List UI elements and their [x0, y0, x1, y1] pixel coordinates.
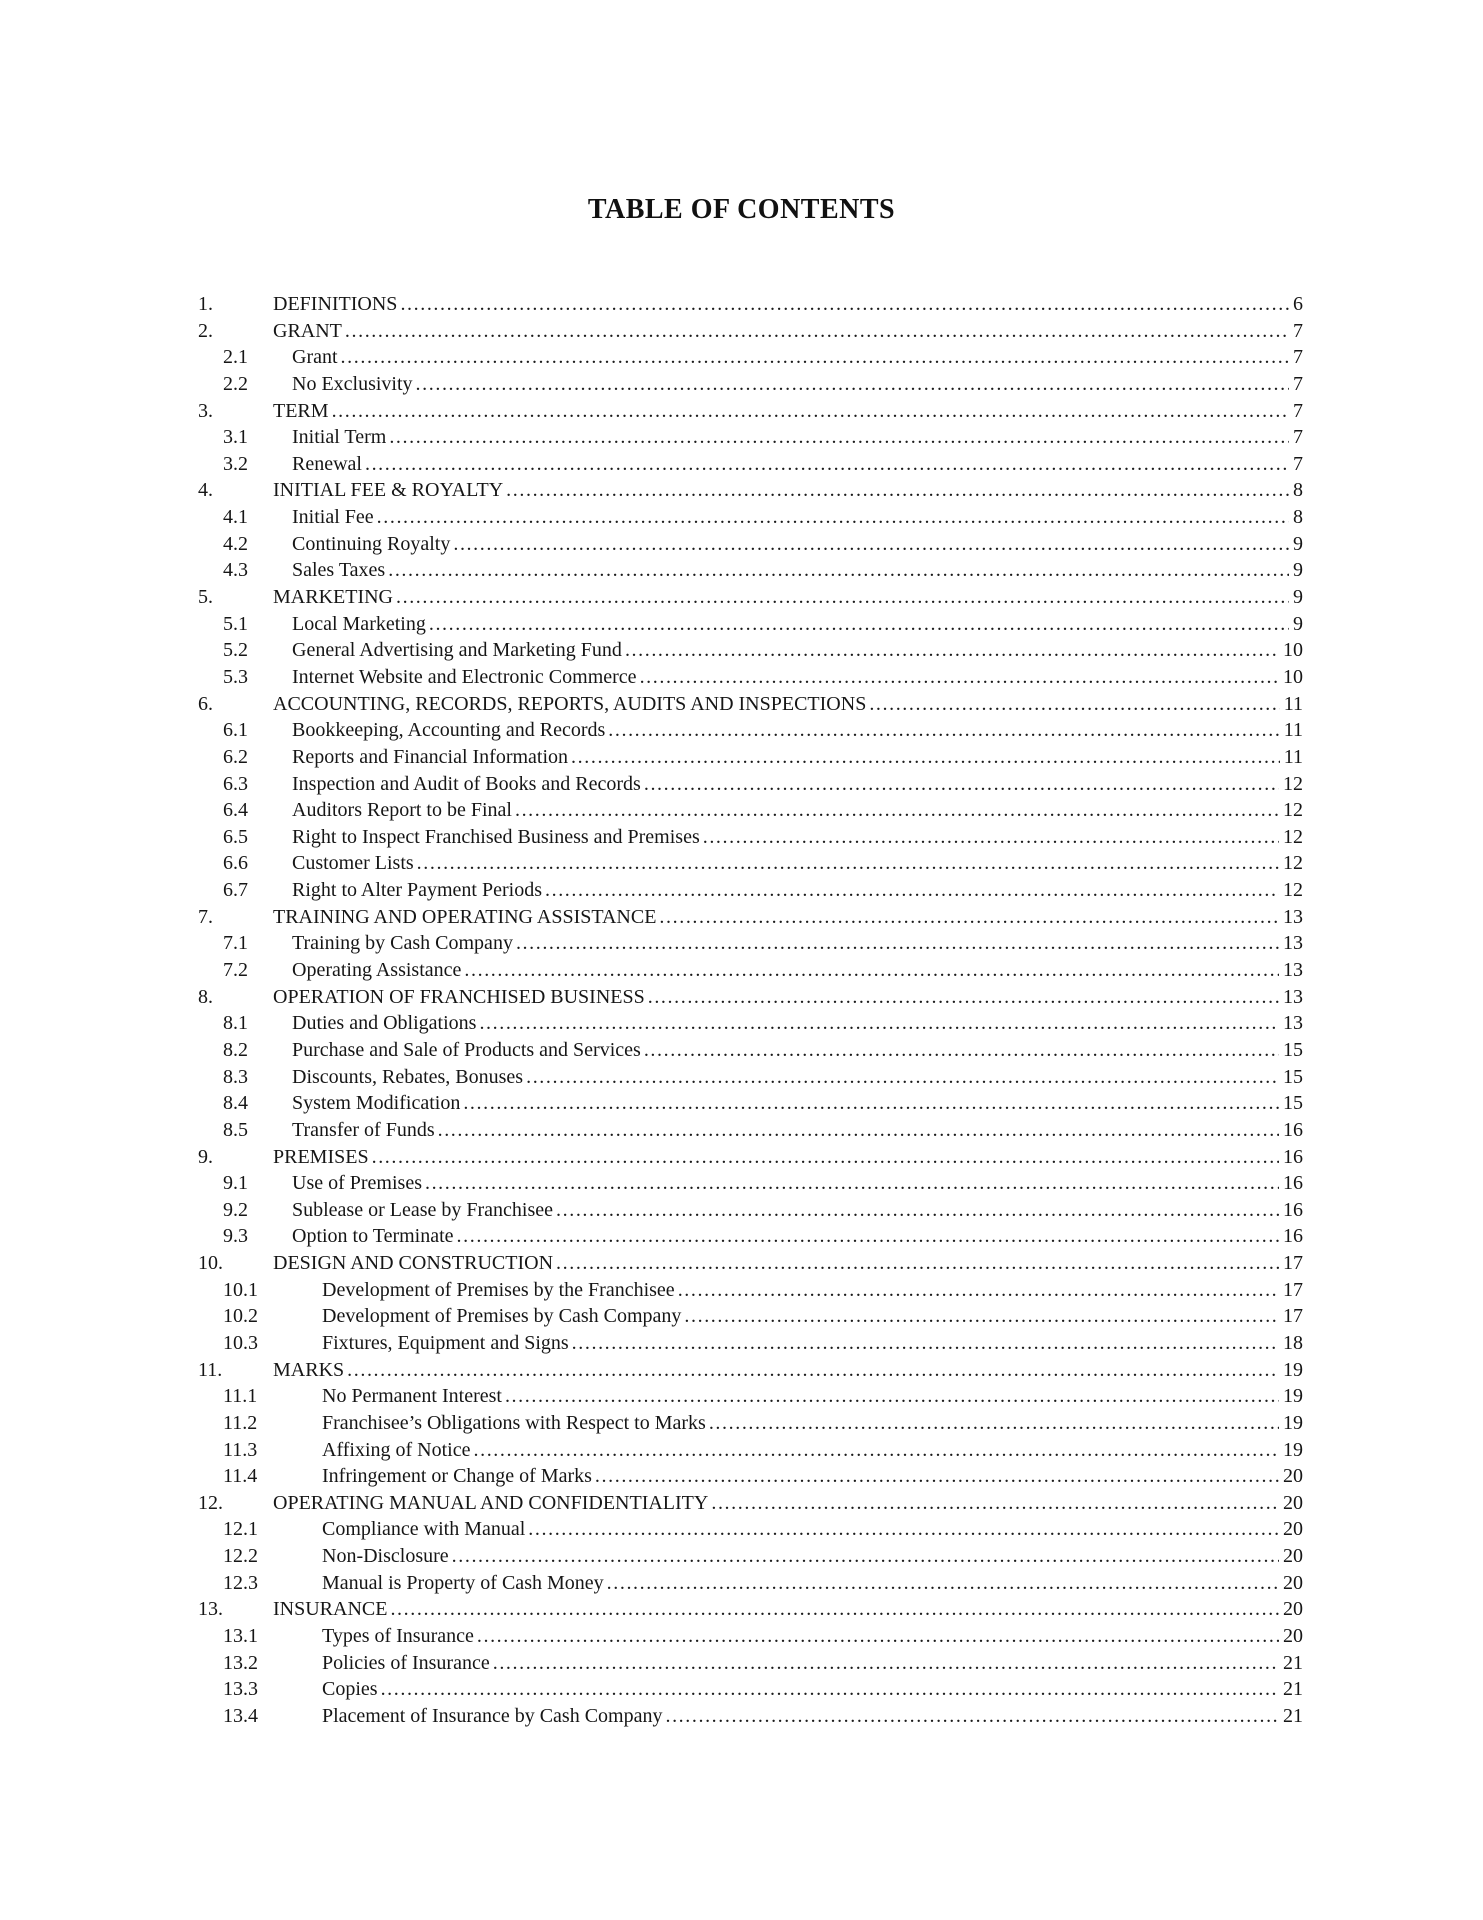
dot-leader [365, 451, 1289, 478]
toc-entry-label: Renewal [292, 452, 362, 475]
dot-leader [515, 797, 1279, 824]
dot-leader [545, 877, 1279, 904]
toc-entry [198, 1037, 1303, 1064]
toc-entry [198, 291, 1303, 318]
toc-entry [198, 1596, 1303, 1623]
dot-leader [659, 904, 1279, 931]
toc-entry [198, 504, 1303, 531]
toc-entry-number: 6.6 [223, 852, 248, 875]
toc-entry [198, 957, 1303, 984]
toc-entry-page: 11 [1283, 692, 1303, 715]
toc-entry-page: 11 [1283, 719, 1303, 742]
toc-entry-page: 19 [1283, 1358, 1303, 1381]
dot-leader [400, 291, 1289, 318]
toc-entry-page: 7 [1293, 319, 1303, 342]
toc-entry-label: Purchase and Sale of Products and Services [292, 1038, 641, 1061]
toc-entry-number: 10.3 [223, 1331, 258, 1354]
toc-entry [198, 1090, 1303, 1117]
toc-entry-label: Bookkeeping, Accounting and Records [292, 719, 606, 742]
toc-entry-label: Local Marketing [292, 612, 426, 635]
toc-entry-number: 6.3 [223, 772, 248, 795]
toc-entry [198, 1543, 1303, 1570]
toc-entry-label: System Modification [292, 1092, 461, 1115]
toc-entry-page: 19 [1283, 1411, 1303, 1434]
toc-entry-label: Operating Assistance [292, 959, 462, 982]
toc-entry-page: 20 [1283, 1491, 1303, 1514]
toc-entry [198, 1623, 1303, 1650]
toc-entry-label: Initial Fee [292, 506, 374, 529]
dot-leader [388, 557, 1289, 584]
toc-entry-page: 13 [1283, 1012, 1303, 1035]
toc-entry [198, 1250, 1303, 1277]
toc-entry [198, 1650, 1303, 1677]
toc-entry-page: 9 [1293, 559, 1303, 582]
toc-entry-label: Initial Term [292, 426, 387, 449]
toc-entry-label: Compliance with Manual [322, 1518, 526, 1541]
toc-entry [198, 1064, 1303, 1091]
toc-entry-label: Right to Inspect Franchised Business and Premises [292, 825, 700, 848]
toc-entry-page: 19 [1283, 1385, 1303, 1408]
toc-entry-page: 17 [1283, 1278, 1303, 1301]
toc-entry [198, 451, 1303, 478]
toc-entry-label: Policies of Insurance [322, 1651, 490, 1674]
toc-entry-page: 21 [1283, 1651, 1303, 1674]
toc-entry [198, 398, 1303, 425]
toc-entry [198, 1117, 1303, 1144]
toc-entry-page: 12 [1283, 879, 1303, 902]
toc-entry [198, 1437, 1303, 1464]
toc-entry-label: OPERATION OF FRANCHISED BUSINESS [273, 985, 645, 1008]
toc-entry-label: DESIGN AND CONSTRUCTION [273, 1252, 554, 1275]
toc-entry-page: 8 [1293, 506, 1303, 529]
toc-entry [198, 1410, 1303, 1437]
toc-entry-label: ACCOUNTING, RECORDS, REPORTS, AUDITS AND INSPECTIONS [273, 692, 867, 715]
dot-leader [678, 1277, 1279, 1304]
toc-entry-number: 12.2 [223, 1545, 258, 1568]
toc-entry-page: 12 [1283, 772, 1303, 795]
dot-leader [556, 1197, 1279, 1224]
toc-entry-page: 19 [1283, 1438, 1303, 1461]
page-title: TABLE OF CONTENTS [587, 194, 896, 225]
toc-entry-number: 12.3 [223, 1571, 258, 1594]
toc-entry-number: 4.1 [223, 506, 248, 529]
toc-entry [198, 424, 1303, 451]
dot-leader [625, 637, 1279, 664]
toc-entry-page: 8 [1293, 479, 1303, 502]
toc-entry-number: 8. [198, 985, 213, 1008]
dot-leader [607, 1570, 1279, 1597]
toc-entry [198, 1223, 1303, 1250]
toc-entry-number: 5.2 [223, 639, 248, 662]
toc-entry-number: 5.3 [223, 665, 248, 688]
toc-entry [198, 824, 1303, 851]
toc-entry-page: 20 [1283, 1465, 1303, 1488]
toc-entry [198, 850, 1303, 877]
dot-leader [528, 1516, 1279, 1543]
toc-entry-page: 10 [1283, 639, 1303, 662]
toc-entry-number: 9.3 [223, 1225, 248, 1248]
toc-entry [198, 691, 1303, 718]
toc-entry [198, 717, 1303, 744]
toc-entry-number: 4.2 [223, 532, 248, 555]
toc-entry-label: Customer Lists [292, 852, 414, 875]
dot-leader [332, 398, 1289, 425]
dot-leader [648, 984, 1279, 1011]
toc-entry-number: 8.3 [223, 1065, 248, 1088]
toc-entry [198, 1516, 1303, 1543]
toc-entry-page: 12 [1283, 799, 1303, 822]
toc-entry-label: Sales Taxes [292, 559, 386, 582]
toc-entry-label: Franchisee’s Obligations with Respect to Marks [322, 1411, 706, 1434]
toc-entry-page: 15 [1283, 1092, 1303, 1115]
toc-entry-label: Development of Premises by the Franchisee [322, 1278, 675, 1301]
dot-leader [438, 1117, 1279, 1144]
toc-entry-number: 6.2 [223, 745, 248, 768]
toc-entry-number: 11.1 [223, 1385, 258, 1408]
dot-leader [608, 717, 1279, 744]
toc-entry-number: 5. [198, 586, 213, 609]
toc-entry-label: Affixing of Notice [322, 1438, 471, 1461]
toc-entry-label: TERM [273, 399, 329, 422]
dot-leader [505, 1383, 1279, 1410]
toc-entry-label: Grant [292, 346, 338, 369]
toc-entry [198, 1570, 1303, 1597]
dot-leader [571, 744, 1280, 771]
toc-entry-number: 13.4 [223, 1704, 258, 1727]
dot-leader [556, 1250, 1279, 1277]
toc-entry-label: Discounts, Rebates, Bonuses [292, 1065, 524, 1088]
toc-entry [198, 1144, 1303, 1171]
toc-entry-number: 9.1 [223, 1172, 248, 1195]
toc-entry-label: MARKETING [273, 586, 393, 609]
toc-entry-number: 10. [198, 1252, 223, 1275]
toc-entry-page: 20 [1283, 1625, 1303, 1648]
toc-entry-label: GRANT [273, 319, 342, 342]
toc-entry-number: 9. [198, 1145, 213, 1168]
toc-entry-label: Types of Insurance [322, 1625, 474, 1648]
dot-leader [474, 1437, 1280, 1464]
toc-entry-page: 12 [1283, 852, 1303, 875]
dot-leader [389, 424, 1289, 451]
toc-entry-page: 7 [1293, 399, 1303, 422]
toc-entry-number: 12.1 [223, 1518, 258, 1541]
toc-entry-number: 2.1 [223, 346, 248, 369]
toc-entry-number: 6.1 [223, 719, 248, 742]
toc-entry [198, 771, 1303, 798]
toc-entry-number: 10.1 [223, 1278, 258, 1301]
toc-entry [198, 584, 1303, 611]
toc-entry [198, 1703, 1303, 1730]
dot-leader [381, 1676, 1279, 1703]
toc-entry-page: 20 [1283, 1545, 1303, 1568]
toc-entry-page: 13 [1283, 932, 1303, 955]
toc-entry-page: 17 [1283, 1252, 1303, 1275]
toc-entry-page: 10 [1283, 665, 1303, 688]
toc-entry-page: 9 [1293, 586, 1303, 609]
toc-entry [198, 477, 1303, 504]
toc-entry-label: No Exclusivity [292, 372, 413, 395]
toc-entry-page: 16 [1283, 1172, 1303, 1195]
toc-entry-page: 15 [1283, 1065, 1303, 1088]
toc-entry [198, 1676, 1303, 1703]
dot-leader [595, 1463, 1279, 1490]
toc-entry-number: 6.5 [223, 825, 248, 848]
toc-entry-label: Transfer of Funds [292, 1118, 435, 1141]
dot-leader [453, 531, 1289, 558]
dot-leader [479, 1010, 1279, 1037]
toc-entry-page: 21 [1283, 1678, 1303, 1701]
dot-leader [416, 371, 1289, 398]
toc-entry-label: INSURANCE [273, 1598, 388, 1621]
toc-entry-page: 20 [1283, 1571, 1303, 1594]
toc-entry-page: 9 [1293, 532, 1303, 555]
toc-entry-page: 16 [1283, 1145, 1303, 1168]
toc-entry-page: 20 [1283, 1598, 1303, 1621]
dot-leader [396, 584, 1289, 611]
toc-entry-page: 7 [1293, 426, 1303, 449]
toc-entry [198, 877, 1303, 904]
dot-leader [709, 1410, 1279, 1437]
toc-entry [198, 637, 1303, 664]
toc-entry [198, 1383, 1303, 1410]
toc-entry-page: 15 [1283, 1038, 1303, 1061]
toc-entry-label: TRAINING AND OPERATING ASSISTANCE [273, 905, 657, 928]
toc-entry-label: Manual is Property of Cash Money [322, 1571, 604, 1594]
toc-entry-page: 17 [1283, 1305, 1303, 1328]
toc-entry-number: 8.4 [223, 1092, 248, 1115]
toc-entry-label: General Advertising and Marketing Fund [292, 639, 622, 662]
toc-entry [198, 1010, 1303, 1037]
toc-entry-number: 11.3 [223, 1438, 258, 1461]
toc-entry [198, 904, 1303, 931]
toc-entry-number: 10.2 [223, 1305, 258, 1328]
dot-leader [493, 1650, 1279, 1677]
toc-entry-label: PREMISES [273, 1145, 369, 1168]
toc-entry-page: 21 [1283, 1704, 1303, 1727]
toc-entry [198, 744, 1303, 771]
dot-leader [345, 318, 1289, 345]
dot-leader [429, 611, 1289, 638]
toc-entry [198, 1303, 1303, 1330]
dot-leader [506, 477, 1289, 504]
dot-leader [377, 504, 1289, 531]
toc-entry-page: 7 [1293, 372, 1303, 395]
toc-entry-page: 12 [1283, 825, 1303, 848]
toc-entry [198, 664, 1303, 691]
toc-entry-label: Non-Disclosure [322, 1545, 449, 1568]
toc-entry [198, 344, 1303, 371]
toc-entry [198, 318, 1303, 345]
toc-entry-number: 3. [198, 399, 213, 422]
toc-entry-label: Placement of Insurance by Cash Company [322, 1704, 663, 1727]
toc-entry [198, 1170, 1303, 1197]
toc-entry-number: 4. [198, 479, 213, 502]
toc-entry-page: 16 [1283, 1225, 1303, 1248]
toc-entry-label: Use of Premises [292, 1172, 422, 1195]
toc-entry-number: 11.4 [223, 1465, 258, 1488]
toc-entry-page: 16 [1283, 1118, 1303, 1141]
toc-entry-label: Reports and Financial Information [292, 745, 569, 768]
toc-entry-number: 1. [198, 293, 213, 315]
toc-entry [198, 611, 1303, 638]
toc-entry-number: 13.1 [223, 1625, 258, 1648]
dot-leader [372, 1144, 1279, 1171]
toc-entry-number: 8.2 [223, 1038, 248, 1061]
toc-entry [198, 1197, 1303, 1224]
toc-entry-label: Training by Cash Company [292, 932, 513, 955]
dot-leader [341, 344, 1289, 371]
dot-leader [644, 1037, 1279, 1064]
toc-entry-label: Fixtures, Equipment and Signs [322, 1331, 569, 1354]
toc-entry-label: Development of Premises by Cash Company [322, 1305, 682, 1328]
toc-entry-label: No Permanent Interest [322, 1385, 502, 1408]
toc-entry-number: 13.2 [223, 1651, 258, 1674]
toc-entry-page: 7 [1293, 346, 1303, 369]
toc-entry-label: Inspection and Audit of Books and Records [292, 772, 641, 795]
dot-leader [463, 1090, 1279, 1117]
toc-entry-number: 6.7 [223, 879, 248, 902]
toc-list [198, 291, 1303, 1730]
toc-entry [198, 930, 1303, 957]
toc-entry-label: Copies [322, 1678, 378, 1701]
dot-leader [464, 957, 1279, 984]
toc-entry-label: INITIAL FEE & ROYALTY [273, 479, 504, 502]
toc-entry [198, 371, 1303, 398]
dot-leader [684, 1303, 1279, 1330]
dot-leader [516, 930, 1279, 957]
dot-leader [417, 850, 1279, 877]
toc-entry-number: 3.1 [223, 426, 248, 449]
toc-entry-label: Duties and Obligations [292, 1012, 477, 1035]
dot-leader [457, 1223, 1279, 1250]
toc-entry-page: 6 [1293, 293, 1303, 315]
toc-entry-number: 3.2 [223, 452, 248, 475]
toc-entry-number: 6.4 [223, 799, 248, 822]
dot-leader [703, 824, 1279, 851]
toc-entry-page: 11 [1283, 745, 1303, 768]
toc-entry [198, 557, 1303, 584]
toc-entry-number: 13. [198, 1598, 223, 1621]
toc-entry-number: 12. [198, 1491, 223, 1514]
toc-entry-page: 18 [1283, 1331, 1303, 1354]
toc-entry-number: 7. [198, 905, 213, 928]
toc-entry-label: Right to Alter Payment Periods [292, 879, 542, 902]
toc-entry-number: 5.1 [223, 612, 248, 635]
toc-entry-page: 7 [1293, 452, 1303, 475]
dot-leader [640, 664, 1279, 691]
toc-entry [198, 531, 1303, 558]
toc-entry-label: Sublease or Lease by Franchisee [292, 1198, 554, 1221]
toc-entry-label: Infringement or Change of Marks [322, 1465, 592, 1488]
toc-entry-page: 16 [1283, 1198, 1303, 1221]
dot-leader [526, 1064, 1279, 1091]
dot-leader [477, 1623, 1279, 1650]
toc-entry [198, 984, 1303, 1011]
toc-entry-label: OPERATING MANUAL AND CONFIDENTIALITY [273, 1491, 709, 1514]
dot-leader [572, 1330, 1279, 1357]
toc-entry-label: MARKS [273, 1358, 345, 1381]
toc-entry-number: 11.2 [223, 1411, 258, 1434]
toc-entry-number: 9.2 [223, 1198, 248, 1221]
toc-entry [198, 1490, 1303, 1517]
toc-entry-page: 13 [1283, 985, 1303, 1008]
dot-leader [452, 1543, 1279, 1570]
toc-entry-label: Continuing Royalty [292, 532, 451, 555]
toc-entry-label: Internet Website and Electronic Commerce [292, 665, 637, 688]
toc-entry-number: 4.3 [223, 559, 248, 582]
dot-leader [347, 1357, 1279, 1384]
toc-entry-label: Option to Terminate [292, 1225, 454, 1248]
toc-entry-number: 8.1 [223, 1012, 248, 1035]
toc-entry [198, 797, 1303, 824]
toc-entry [198, 1357, 1303, 1384]
toc-entry-number: 2. [198, 319, 213, 342]
dot-leader [869, 691, 1279, 718]
dot-leader [425, 1170, 1279, 1197]
toc-entry [198, 1277, 1303, 1304]
toc-entry [198, 1463, 1303, 1490]
toc-entry-number: 13.3 [223, 1678, 258, 1701]
dot-leader [665, 1703, 1279, 1730]
dot-leader [644, 771, 1279, 798]
toc-entry-number: 2.2 [223, 372, 248, 395]
toc-entry-number: 7.2 [223, 959, 248, 982]
toc-entry-number: 11. [198, 1358, 223, 1381]
toc-entry-page: 20 [1283, 1518, 1303, 1541]
toc-entry-page: 13 [1283, 959, 1303, 982]
toc-entry-label: DEFINITIONS [273, 293, 398, 315]
toc-entry-number: 7.1 [223, 932, 248, 955]
dot-leader [711, 1490, 1279, 1517]
toc-entry-page: 9 [1293, 612, 1303, 635]
toc-entry-number: 6. [198, 692, 213, 715]
dot-leader [390, 1596, 1279, 1623]
toc-entry-number: 8.5 [223, 1118, 248, 1141]
toc-entry-page: 13 [1283, 905, 1303, 928]
toc-entry [198, 1330, 1303, 1357]
toc-entry-label: Auditors Report to be Final [292, 799, 512, 822]
